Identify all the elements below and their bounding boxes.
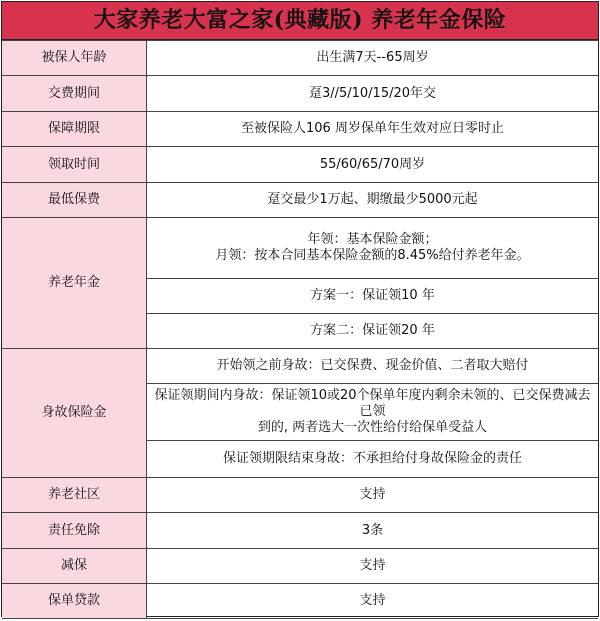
row-label-death-benefit: 身故保险金 xyxy=(2,349,147,478)
product-details-table xyxy=(2,40,598,619)
table-row xyxy=(2,76,598,112)
row-value-annuity-plan-2: 方案二：保证领20 年 xyxy=(147,314,599,349)
row-label-loan: 保单贷款 xyxy=(2,584,147,619)
row-label-claim-age: 领取时间 xyxy=(2,147,147,183)
death-during-line-1: 保证领期间内身故：保证领10或20个保单年度内剩余未领的、已交保费减去已领 xyxy=(154,388,591,419)
row-value-claim-age: 55/60/65/70周岁 xyxy=(147,147,599,183)
row-value-age: 出生满7天--65周岁 xyxy=(147,41,599,76)
table-row xyxy=(2,41,598,76)
death-during-line-2: 到的, 两者选大一次性给付给保单受益人 xyxy=(257,420,488,435)
row-label-min-premium: 最低保费 xyxy=(2,183,147,218)
row-value-death-before: 开始领之前身故：已交保费、现金价值、二者取大赔付 xyxy=(147,349,599,384)
table-row xyxy=(2,513,598,549)
row-label-age: 被保人年龄 xyxy=(2,41,147,76)
row-value-death-after: 保证领期限结束身故：不承担给付身故保险金的责任 xyxy=(147,441,599,478)
table-row xyxy=(2,112,598,147)
row-label-coverage-period: 保障期限 xyxy=(2,112,147,147)
table-row xyxy=(2,147,598,183)
row-value-min-premium: 趸交最少1万起、期缴最少5000元起 xyxy=(147,183,599,218)
row-label-exemption: 责任免除 xyxy=(2,513,147,549)
table-row xyxy=(2,349,598,384)
table-row xyxy=(2,478,598,513)
row-label-community: 养老社区 xyxy=(2,478,147,513)
annuity-yearly-text: 年领：基本保险金额； xyxy=(307,232,438,247)
row-value-loan: 支持 xyxy=(147,584,599,619)
table-row xyxy=(2,549,598,584)
row-label-annuity: 养老年金 xyxy=(2,218,147,349)
row-value-annuity-method xyxy=(147,218,599,279)
row-value-exemption: 3条 xyxy=(147,513,599,549)
row-value-reduce: 支持 xyxy=(147,549,599,584)
table-row xyxy=(2,183,598,218)
table-row xyxy=(2,584,598,619)
row-value-annuity-plan-1: 方案一：保证领10 年 xyxy=(147,279,599,314)
table-row xyxy=(2,218,598,279)
page-title: 大家养老大富之家(典藏版) 养老年金保险 xyxy=(2,2,598,40)
row-label-reduce: 减保 xyxy=(2,549,147,584)
row-value-pay-period: 趸3//5/10/15/20年交 xyxy=(147,76,599,112)
row-value-community: 支持 xyxy=(147,478,599,513)
row-value-coverage-period: 至被保险人106 周岁保单年生效对应日零时止 xyxy=(147,112,599,147)
insurance-product-table xyxy=(1,1,599,617)
row-value-death-during xyxy=(147,384,599,441)
annuity-monthly-text: 月领：按本合同基本保险金额的8.45%给付养老年金。 xyxy=(215,248,530,263)
row-label-pay-period: 交费期间 xyxy=(2,76,147,112)
